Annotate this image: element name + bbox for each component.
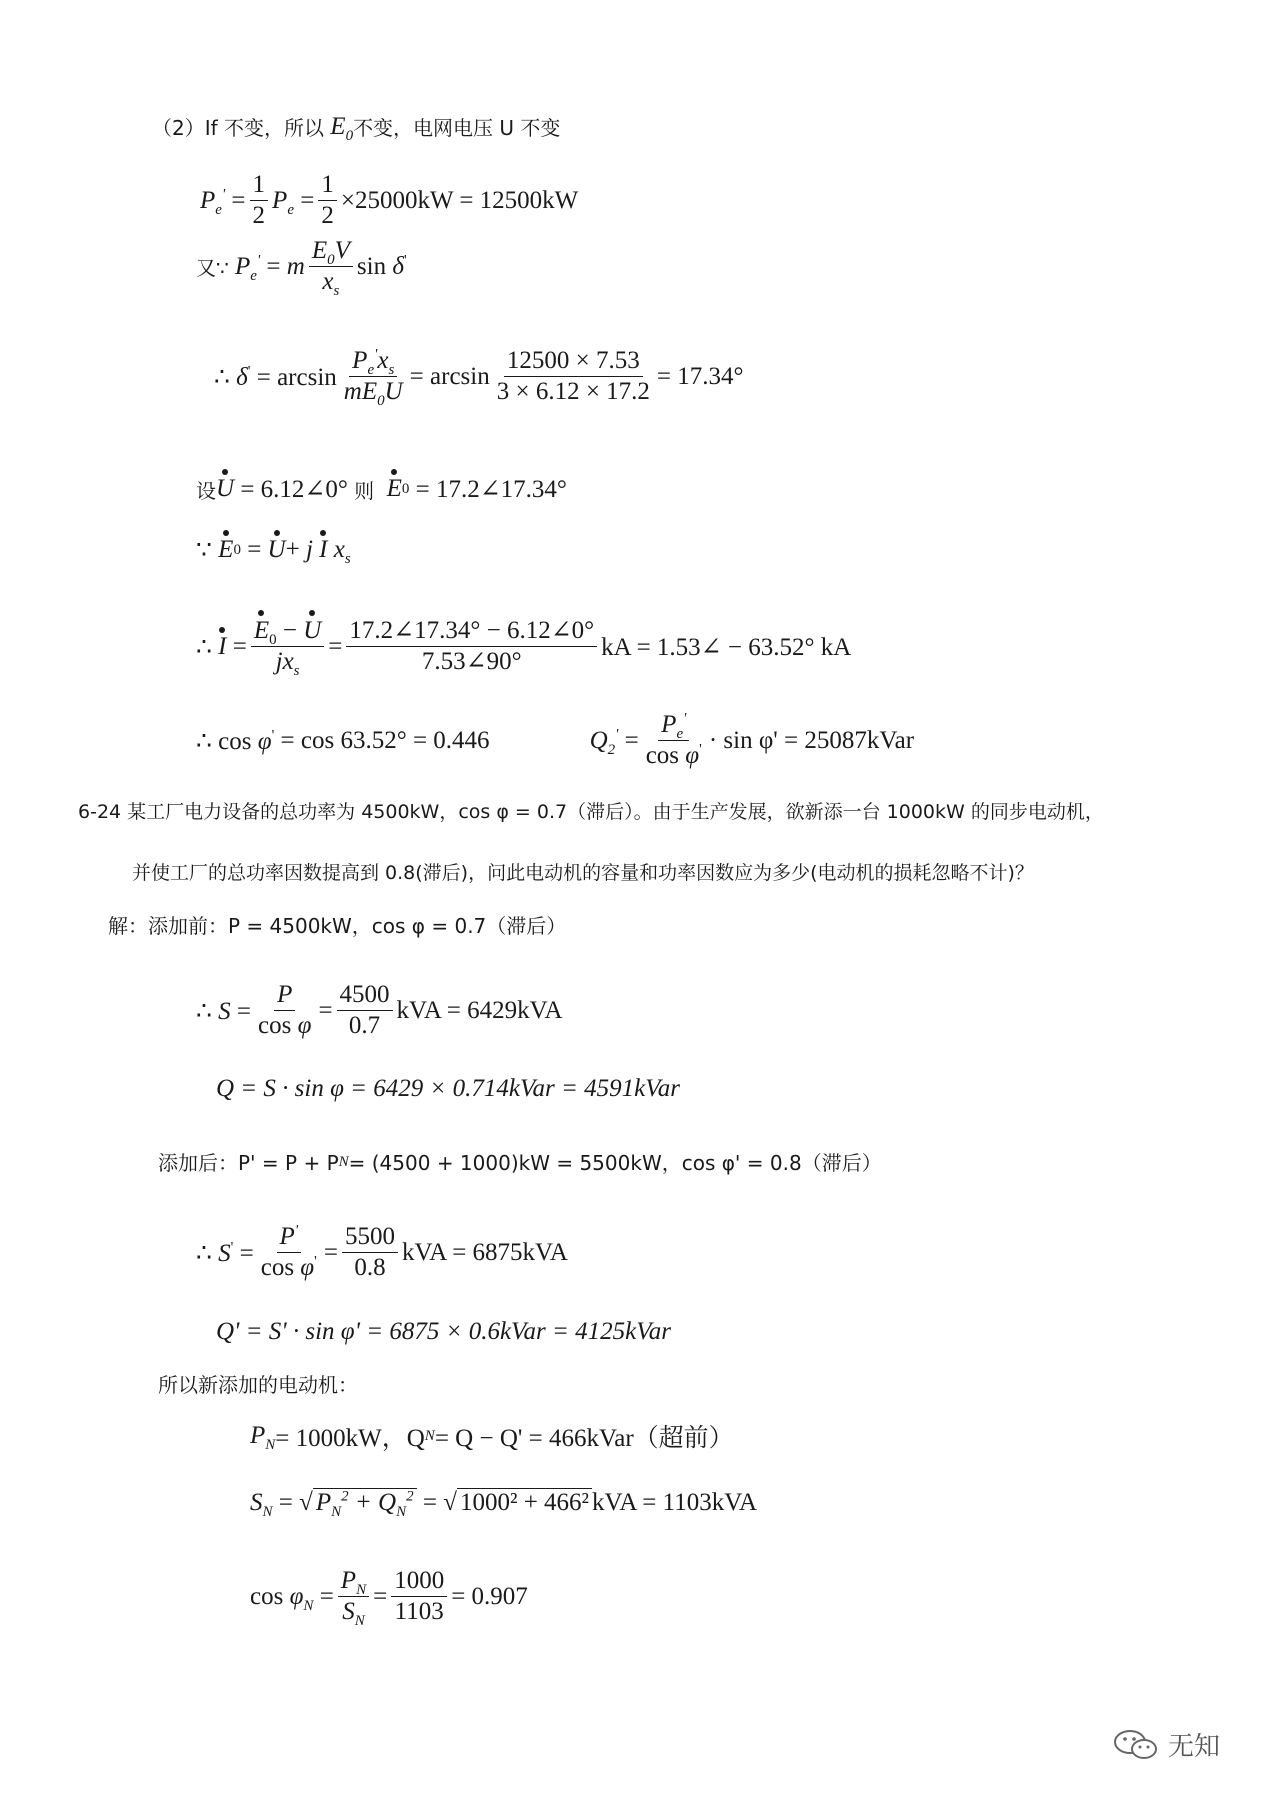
eq-kvl: ∵ E 0 = U + j I $x_s$ xyxy=(196,536,351,567)
solution-before: 解：添加前：P = 4500kW，cos φ = 0.7（滞后） xyxy=(108,914,567,938)
wechat-icon xyxy=(1112,1728,1160,1762)
problem-line-2: 并使工厂的总功率因数提高到 0.8(滞后)，问此电动机的容量和功率因数应为多少(电动机的损耗忽略不计)？ xyxy=(132,862,1034,884)
watermark: 无知 xyxy=(1112,1726,1220,1763)
new-motor-label: 所以新添加的电动机： xyxy=(158,1373,358,1397)
eq-pn-qn: $P_N$ = 1000kW，Q N = Q − Q' = 466kVar（超前） xyxy=(250,1422,734,1453)
eq-cos-q: ∴ cos φ' = cos 63.52° = 0.446 $Q_2'$ = $\frac{P_e'}{\cos \varphi'}$ · sin φ' = 25087kVar xyxy=(196,710,915,769)
eq-pe-half: $P_e'$ = $\frac{1}{2}$ $P_e$ = $\frac{1}{2}$ ×25000kW = 12500kW xyxy=(200,171,579,229)
solution-after: 添加后：P' = P + P N = (4500 + 1000)kW = 5500kW，cos φ' = 0.8（滞后） xyxy=(158,1151,882,1175)
eq-q-after: Q' = S' · sin φ' = 6875 × 0.6kVar = 4125kVar xyxy=(216,1318,671,1345)
part2-heading: （2）If 不变，所以 $E_0$ 不变，电网电压 U 不变 xyxy=(152,112,561,144)
eq-power-angle: 又∵ $P_e'$ = m $\frac{E_0V}{x_s}$ sin δ' xyxy=(196,237,407,299)
eq-delta: ∴ δ' = arcsin $\frac{P_e'x_s}{mE_0U}$ = arcsin $\frac{12500 \times 7.53}{3 \times 6.12 \times 17.2}$ = 17.34° xyxy=(214,346,744,409)
eq-current: ∴ I = $\frac{E_0 - U}{jx_s}$ = $\frac{17.2\angle 17.34^\circ - 6.12\angle 0^\circ}{7.53\angle 90^\circ}$ kA = 1.53∠ − 63.52° kA xyxy=(196,617,852,679)
eq-cos-n: $\cos \varphi_N$ = $\frac{P_N}{S_N}$ = $\frac{1000}{1103}$ = 0.907 xyxy=(250,1567,528,1629)
problem-line-1: 6-24 某工厂电力设备的总功率为 4500kW，cos φ = 0.7（滞后）。由于生产发展，欲新添一台 1000kW 的同步电动机， xyxy=(78,801,1104,823)
eq-sn: $S_N$ = √ $P_N^2 + Q_N^2$ = √ 1000² + 466² kVA = 1103kVA xyxy=(250,1488,758,1520)
eq-s-after: ∴ S' = $\frac{P'}{\cos \varphi'}$ = $\frac{5500}{0.8}$ kVA = 6875kVA xyxy=(196,1222,568,1281)
eq-s-before: ∴ S = $\frac{P}{\text{cos φ}}$ = $\frac{4500}{0.7}$ kVA = 6429kVA xyxy=(196,981,563,1039)
eq-q-before: Q = S · sin φ = 6429 × 0.714kVar = 4591kVar xyxy=(216,1075,680,1102)
eq-phasors: 设 U = 6.12∠0° 则 E 0 = 17.2∠17.34° xyxy=(196,475,567,503)
